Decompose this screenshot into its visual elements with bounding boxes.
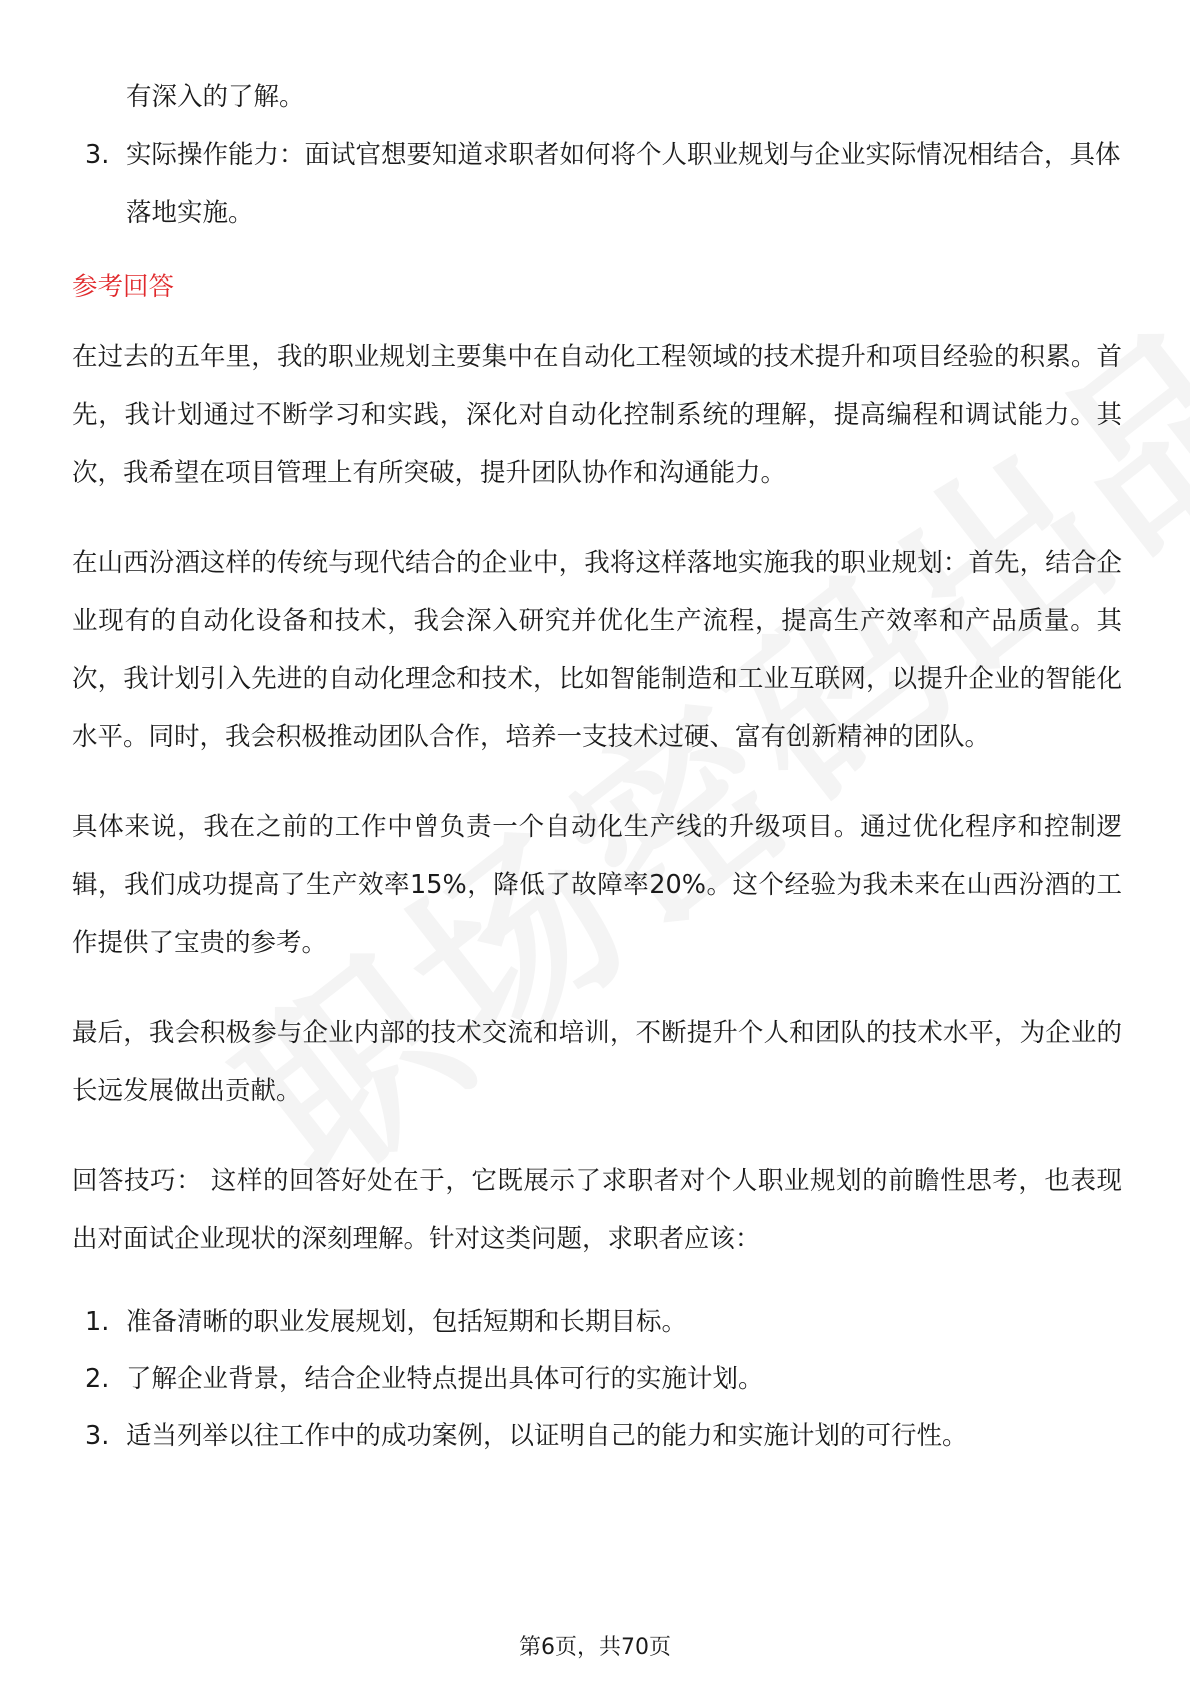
page-content bbox=[72, 68, 1122, 1465]
section-title: 参考回答 bbox=[72, 272, 175, 302]
tips-list bbox=[72, 1294, 1122, 1465]
paragraph: 具体来说，我在之前的工作中曾负责一个自动化生产线的升级项目。通过优化程序和控制逻辑，我们成功提高了生产效率15%，降低了故障率20%。这个经验为我未来在山西汾酒的工作提供了宝贵的参考。 bbox=[72, 812, 1122, 958]
paragraph: 在过去的五年里，我的职业规划主要集中在自动化工程领域的技术提升和项目经验的积累。首先，我计划通过不断学习和实践，深化对自动化控制系统的理解，提高编程和调试能力。其次，我希望在项目管理上有所突破，提升团队协作和沟通能力。 bbox=[72, 342, 1122, 488]
list-item bbox=[72, 1294, 1122, 1351]
list-number: 2. bbox=[85, 1364, 110, 1394]
paragraph: 最后，我会积极参与企业内部的技术交流和培训，不断提升个人和团队的技术水平，为企业的长远发展做出贡献。 bbox=[72, 1018, 1122, 1106]
list-number: 1. bbox=[85, 1307, 110, 1337]
list-item bbox=[72, 1351, 1122, 1408]
list-item-continuation: 有深入的了解。 bbox=[126, 82, 305, 112]
page-number: 第6页，共70页 bbox=[519, 1635, 671, 1660]
list-number: 3. bbox=[85, 1421, 110, 1451]
list-item-text: 准备清晰的职业发展规划，包括短期和长期目标。 bbox=[126, 1307, 688, 1337]
paragraph: 在山西汾酒这样的传统与现代结合的企业中，我将这样落地实施我的职业规划：首先，结合企业现有的自动化设备和技术，我会深入研究并优化生产流程，提高生产效率和产品质量。其次，我计划引入先进的自动化理念和技术，比如智能制造和工业互联网，以提升企业的智能化水平。同时，我会积极推动团队合作，培养一支技术过硬、富有创新精神的团队。 bbox=[72, 548, 1122, 752]
list-item bbox=[72, 126, 1122, 242]
list-number: 3. bbox=[85, 140, 110, 170]
list-item-text: 了解企业背景，结合企业特点提出具体可行的实施计划。 bbox=[126, 1364, 764, 1394]
answer-tips-paragraph: 回答技巧： 这样的回答好处在于，它既展示了求职者对个人职业规划的前瞻性思考，也表现出对面试企业现状的深刻理解。针对这类问题，求职者应该： bbox=[72, 1166, 1122, 1254]
list-item bbox=[72, 1408, 1122, 1465]
list-item-text: 实际操作能力：面试官想要知道求职者如何将个人职业规划与企业实际情况相结合，具体落地实施。 bbox=[126, 140, 1121, 228]
list-item-text: 适当列举以往工作中的成功案例，以证明自己的能力和实施计划的可行性。 bbox=[126, 1421, 968, 1451]
